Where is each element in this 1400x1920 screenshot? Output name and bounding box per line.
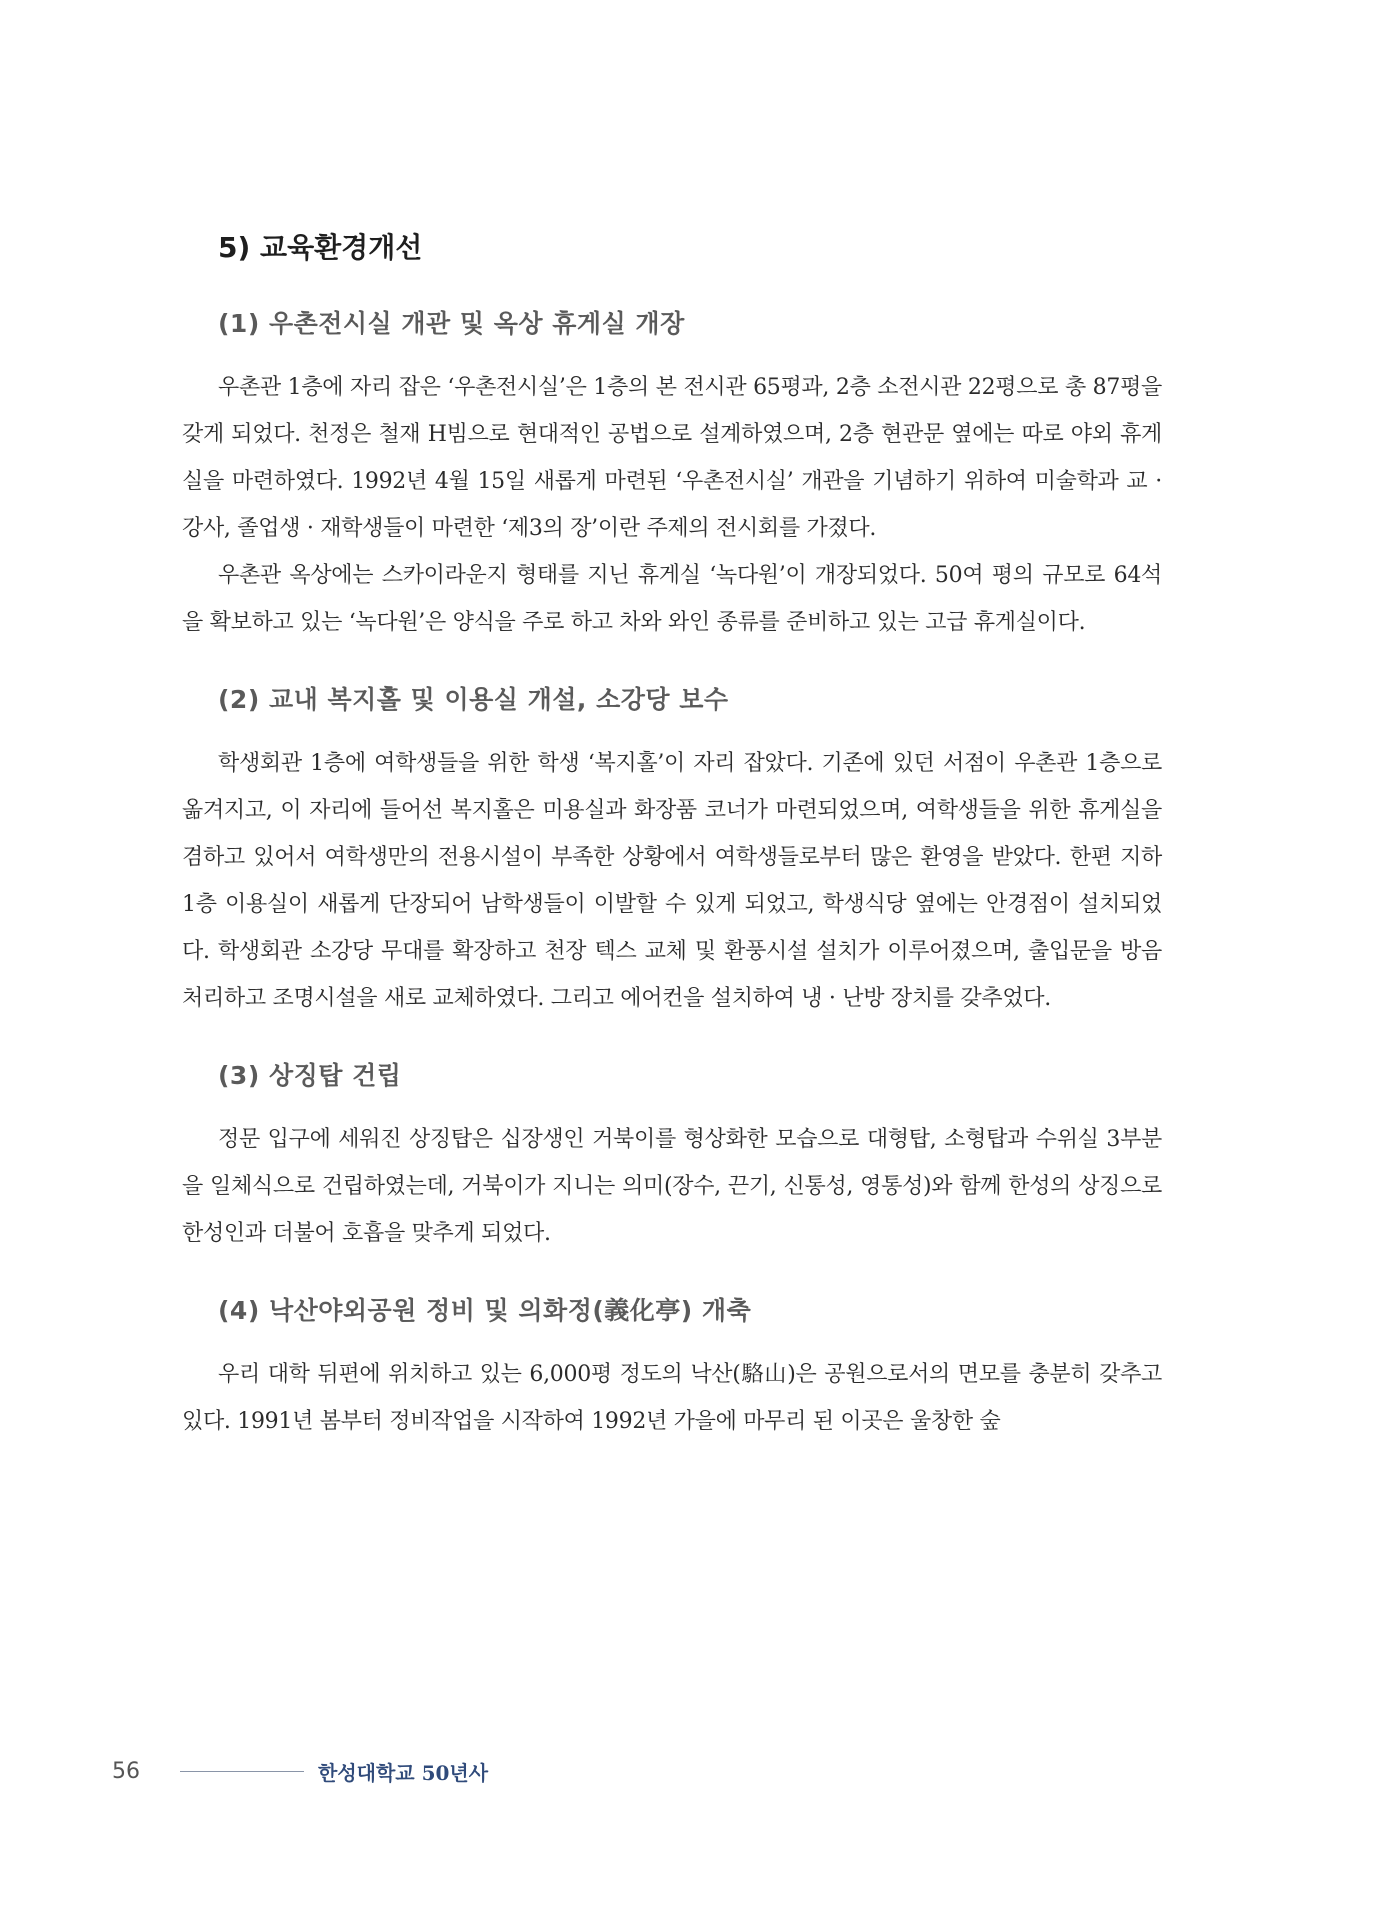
section-heading: (4) 낙산야외공원 정비 및 의화정(義化亭) 개축 (218, 1296, 752, 1325)
paragraph: 학생회관 1층에 여학생들을 위한 학생 ‘복지홀’이 자리 잡았다. 기존에 있던 서점이 우촌관 1층으로 옮겨지고, 이 자리에 들어선 복지홀은 미용실과 화장품 코너가 마련되었으며, 여학생들을 위한 휴게실을 겸하고 있어서 여학생만의 전용시설이 부족한 상황에서 여학생들로부터 많은 환영을 받았다. 한편 지하 1층 이용실이 새롭게 단장되어 남학생들이 이발할 수 있게 되었고, 학생식당 옆에는 안경점이 설치되었다. 학생회관 소강당 무대를 확장하고 천장 텍스 교체 및 환풍시설 설치가 이루어졌으며, 출입문을 방음처리하고 조명시설을 새로 교체하였다. 그리고 에어컨을 설치하여 냉 · 난방 장치를 갖추었다. (182, 751, 1162, 1011)
page-number: 56 (112, 1758, 140, 1784)
paragraph: 우촌관 1층에 자리 잡은 ‘우촌전시실’은 1층의 본 전시관 65평과, 2층 소전시관 22평으로 총 87평을 갖게 되었다. 천정은 철재 H빔으로 현대적인 공법으로 설계하였으며, 2층 현관문 옆에는 따로 야외 휴게실을 마련하였다. 1992년 4월 15일 새롭게 마련된 ‘우촌전시실’ 개관을 기념하기 위하여 미술학과 교 · 강사, 졸업생 · 재학생들이 마련한 ‘제3의 장’이란 주제의 전시회를 가졌다. (182, 375, 1162, 541)
page-footer (112, 1756, 488, 1786)
section-heading: (3) 상징탑 건립 (218, 1061, 402, 1090)
section-4 (182, 1291, 1162, 1445)
paragraph: 정문 입구에 세워진 상징탑은 십장생인 거북이를 형상화한 모습으로 대형탑, 소형탑과 수위실 3부분을 일체식으로 건립하였는데, 거북이가 지니는 의미(장수, 끈기, 신통성, 영통성)와 함께 한성의 상징으로 한성인과 더불어 호흡을 맞추게 되었다. (182, 1127, 1162, 1246)
paragraph: 우리 대학 뒤편에 위치하고 있는 6,000평 정도의 낙산(駱山)은 공원으로서의 면모를 충분히 갖추고 있다. 1991년 봄부터 정비작업을 시작하여 1992년 가을에 마무리 된 이곳은 울창한 숲 (182, 1362, 1162, 1434)
section-heading: (2) 교내 복지홀 및 이용실 개설, 소강당 보수 (218, 685, 729, 714)
footer-rule (180, 1771, 304, 1772)
section-2 (182, 680, 1162, 1022)
section-1 (182, 304, 1162, 646)
page-content (182, 228, 1162, 1479)
paragraph: 우촌관 옥상에는 스카이라운지 형태를 지닌 휴게실 ‘녹다원’이 개장되었다. 50여 평의 규모로 64석을 확보하고 있는 ‘녹다원’은 양식을 주로 하고 차와 와인 종류를 준비하고 있는 고급 휴게실이다. (182, 563, 1162, 635)
section-3 (182, 1056, 1162, 1257)
chapter-heading: 5) 교육환경개선 (218, 231, 423, 264)
section-heading: (1) 우촌전시실 개관 및 옥상 휴게실 개장 (218, 309, 685, 338)
book-title: 한성대학교 50년사 (318, 1760, 489, 1785)
